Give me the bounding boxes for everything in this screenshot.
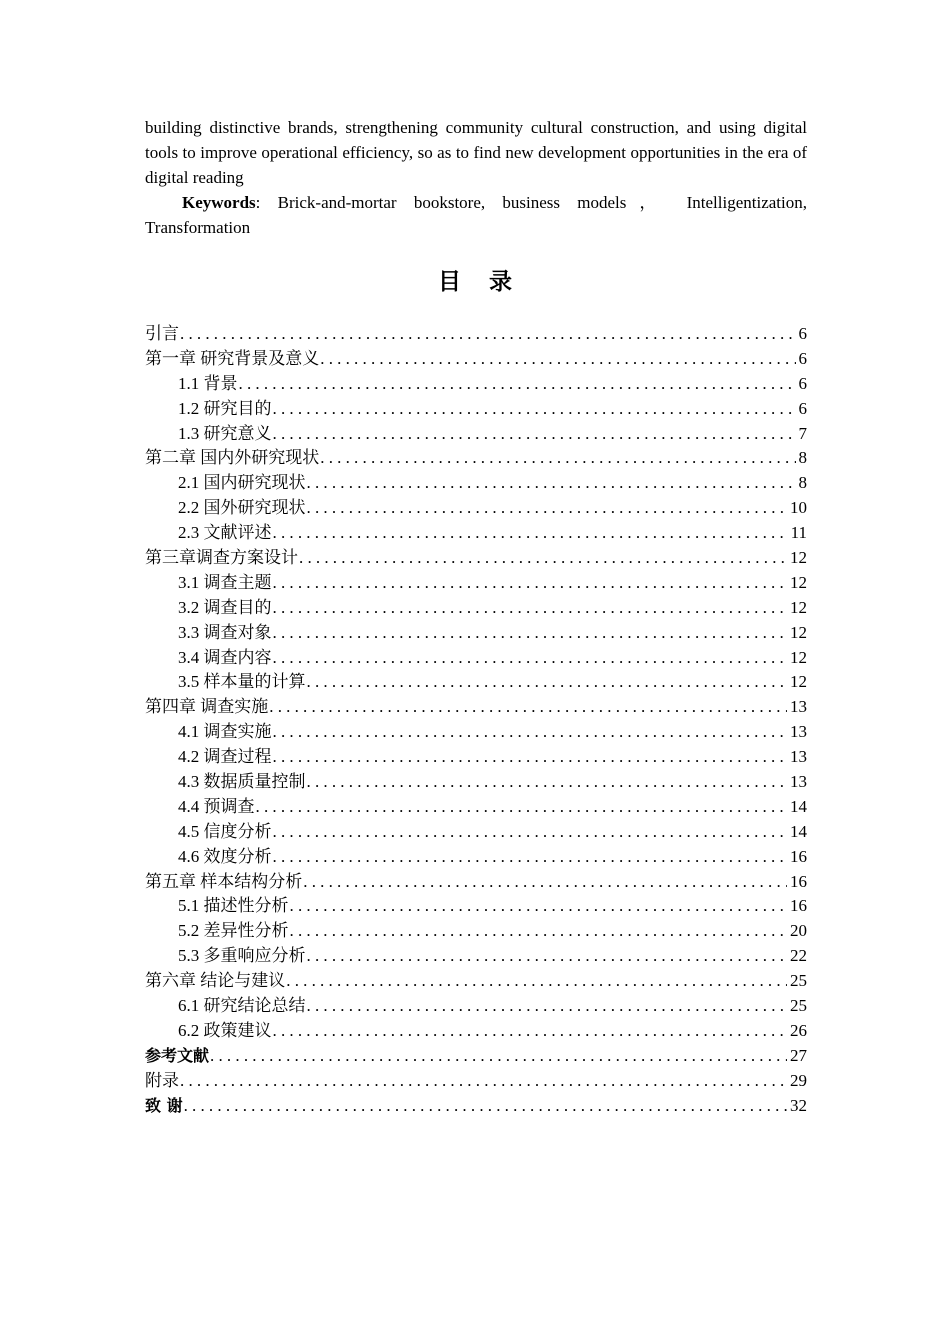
toc-entry[interactable]	[145, 795, 807, 820]
toc-dot-leader	[180, 1069, 787, 1094]
toc-entry-label: 1.3 研究意义	[178, 423, 272, 443]
toc-entry-page: 7	[798, 423, 807, 443]
toc-entry[interactable]	[145, 446, 807, 471]
toc-dot-leader	[290, 894, 788, 919]
toc-entry-label: 6.2 政策建议	[178, 1020, 272, 1040]
toc-entry-label: 3.1 调查主题	[178, 572, 272, 592]
toc-dot-leader	[273, 571, 788, 596]
toc-entry[interactable]	[145, 521, 807, 546]
toc-entry-label: 5.3 多重响应分析	[178, 946, 306, 966]
toc-dot-leader	[303, 870, 787, 895]
toc-dot-leader	[180, 322, 796, 347]
toc-entry-label: 4.4 预调查	[178, 796, 255, 816]
toc-entry-page: 13	[790, 747, 807, 767]
toc-entry-label: 第二章 国内外研究现状	[145, 448, 320, 468]
toc-entry-page: 22	[790, 946, 807, 966]
toc-title: 目录	[438, 269, 540, 295]
toc-dot-leader	[307, 944, 788, 969]
toc-entry-label: 第三章调查方案设计	[145, 548, 298, 568]
toc-dot-leader	[273, 422, 796, 447]
toc-entry[interactable]	[145, 372, 807, 397]
toc-entry-label: 6.1 研究结论总结	[178, 996, 306, 1016]
table-of-contents	[145, 322, 807, 1119]
toc-entry-label: 2.3 文献评述	[178, 523, 272, 543]
toc-entry-page: 12	[790, 548, 807, 568]
toc-entry[interactable]	[145, 745, 807, 770]
toc-entry-label: 5.2 差异性分析	[178, 921, 289, 941]
toc-entry-label: 5.1 描述性分析	[178, 896, 289, 916]
toc-entry-label: 致 谢	[145, 1095, 183, 1115]
toc-entry-page: 14	[790, 821, 807, 841]
toc-entry[interactable]	[145, 571, 807, 596]
toc-entry-page: 13	[790, 722, 807, 742]
toc-dot-leader	[184, 1094, 787, 1119]
toc-entry-page: 32	[790, 1095, 807, 1115]
toc-dot-leader	[273, 1019, 788, 1044]
toc-entry-label: 4.5 信度分析	[178, 821, 272, 841]
toc-entry-label: 3.5 样本量的计算	[178, 672, 306, 692]
toc-entry[interactable]	[145, 1069, 807, 1094]
toc-dot-leader	[273, 621, 788, 646]
toc-entry-page: 16	[790, 896, 807, 916]
toc-entry-page: 12	[790, 597, 807, 617]
toc-entry-label: 1.2 研究目的	[178, 398, 272, 418]
toc-entry-page: 29	[790, 1070, 807, 1090]
toc-entry-page: 16	[790, 871, 807, 891]
toc-dot-leader	[273, 720, 788, 745]
toc-entry[interactable]	[145, 646, 807, 671]
toc-dot-leader	[210, 1044, 787, 1069]
toc-entry-label: 第四章 调查实施	[145, 697, 269, 717]
toc-entry[interactable]	[145, 894, 807, 919]
toc-entry[interactable]	[145, 621, 807, 646]
toc-entry[interactable]	[145, 944, 807, 969]
toc-dot-leader	[307, 496, 788, 521]
toc-dot-leader	[273, 745, 788, 770]
toc-entry-label: 1.1 背景	[178, 373, 238, 393]
toc-entry[interactable]	[145, 695, 807, 720]
toc-entry-label: 引言	[145, 324, 179, 343]
toc-entry-label: 4.3 数据质量控制	[178, 772, 306, 792]
toc-entry[interactable]	[145, 994, 807, 1019]
toc-dot-leader	[273, 845, 788, 870]
toc-dot-leader	[269, 695, 787, 720]
toc-entry-label: 2.2 国外研究现状	[178, 498, 306, 518]
toc-dot-leader	[320, 446, 795, 471]
toc-entry[interactable]	[145, 919, 807, 944]
toc-entry[interactable]	[145, 596, 807, 621]
toc-entry[interactable]	[145, 496, 807, 521]
toc-entry[interactable]	[145, 471, 807, 496]
abstract-continuation	[145, 115, 807, 240]
toc-dot-leader	[299, 546, 787, 571]
keywords-label: Keywords	[182, 193, 256, 212]
toc-dot-leader	[290, 919, 788, 944]
toc-dot-leader	[307, 670, 788, 695]
toc-entry-page: 11	[790, 523, 807, 543]
toc-entry[interactable]	[145, 546, 807, 571]
toc-entry[interactable]	[145, 845, 807, 870]
toc-entry[interactable]	[145, 870, 807, 895]
toc-entry-page: 25	[790, 996, 807, 1016]
toc-entry-label: 3.4 调查内容	[178, 647, 272, 667]
toc-entry[interactable]	[145, 422, 807, 447]
toc-entry[interactable]	[145, 820, 807, 845]
toc-dot-leader	[307, 471, 796, 496]
toc-entry[interactable]	[145, 1044, 807, 1069]
toc-entry-page: 12	[790, 572, 807, 592]
toc-entry[interactable]	[145, 1019, 807, 1044]
toc-entry-page: 12	[790, 622, 807, 642]
keywords-line	[145, 190, 807, 240]
toc-dot-leader	[239, 372, 796, 397]
toc-entry-label: 第一章 研究背景及意义	[145, 348, 320, 368]
toc-entry[interactable]	[145, 322, 807, 347]
toc-entry-page: 6	[798, 348, 807, 368]
toc-entry-page: 25	[790, 971, 807, 991]
toc-dot-leader	[320, 347, 795, 372]
toc-entry-label: 第六章 结论与建议	[145, 971, 286, 991]
toc-dot-leader	[307, 994, 788, 1019]
toc-entry[interactable]	[145, 1094, 807, 1119]
toc-entry[interactable]	[145, 969, 807, 994]
toc-entry[interactable]	[145, 347, 807, 372]
toc-entry-label: 4.2 调查过程	[178, 747, 272, 767]
toc-dot-leader	[273, 646, 788, 671]
toc-entry-page: 20	[790, 921, 807, 941]
toc-dot-leader	[256, 795, 788, 820]
toc-entry-label: 2.1 国内研究现状	[178, 473, 306, 493]
toc-entry-label: 参考文献	[145, 1045, 210, 1065]
toc-entry[interactable]	[145, 397, 807, 422]
toc-entry-page: 27	[790, 1045, 807, 1065]
toc-entry-page: 14	[790, 796, 807, 816]
keywords-text: : Brick-and-mortar bookstore, business models， Intelligentization, Transformation	[145, 193, 807, 237]
toc-entry-label: 4.6 效度分析	[178, 846, 272, 866]
toc-entry-page: 6	[798, 398, 807, 418]
toc-entry-page: 26	[790, 1020, 807, 1040]
toc-entry-page: 16	[790, 846, 807, 866]
toc-dot-leader	[307, 770, 788, 795]
toc-entry-page: 8	[798, 448, 807, 468]
toc-entry-page: 6	[798, 324, 807, 343]
toc-entry-page: 12	[790, 647, 807, 667]
toc-dot-leader	[273, 521, 788, 546]
toc-entry-page: 8	[798, 473, 807, 493]
toc-entry-page: 13	[790, 697, 807, 717]
toc-entry-page: 6	[798, 373, 807, 393]
toc-dot-leader	[273, 596, 788, 621]
abstract-text: building distinctive brands, strengthening community cultural construction, and using digital tools to improve operational efficiency, so as to find new development opportunities in the era of digital reading	[145, 118, 807, 187]
toc-entry[interactable]	[145, 770, 807, 795]
toc-dot-leader	[286, 969, 787, 994]
toc-entry-label: 附录	[145, 1070, 179, 1090]
toc-entry-label: 3.2 调查目的	[178, 597, 272, 617]
toc-entry-page: 13	[790, 772, 807, 792]
toc-entry-label: 4.1 调查实施	[178, 722, 272, 742]
toc-entry-label: 3.3 调查对象	[178, 622, 272, 642]
toc-entry-page: 10	[790, 498, 807, 518]
toc-entry-label: 第五章 样本结构分析	[145, 871, 303, 891]
toc-dot-leader	[273, 397, 796, 422]
toc-entry[interactable]	[145, 720, 807, 745]
toc-entry[interactable]	[145, 670, 807, 695]
toc-entry-page: 12	[790, 672, 807, 692]
toc-dot-leader	[273, 820, 788, 845]
